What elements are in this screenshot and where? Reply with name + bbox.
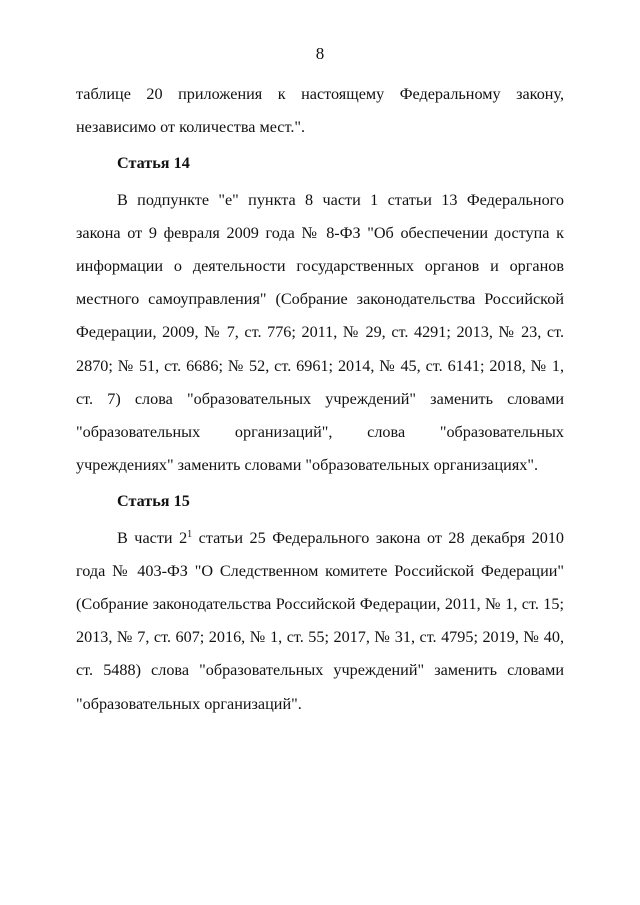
- article-15-paragraph: [76, 522, 564, 721]
- article-14-paragraph: В подпункте "е" пункта 8 части 1 статьи 13 Федерального закона от 9 февраля 2009 года № 8-ФЗ "Об обеспечении доступа к информации о деятельности государственных органов и органов местного самоуправления" (Собрание законодательства Российской Федерации, 2009, № 7, ст. 776; 2011, № 29, ст. 4291; 2013, № 23, ст. 2870; № 51, ст. 6686; № 52, ст. 6961; 2014, № 45, ст. 6141; 2018, № 1, ст. 7) слова "образовательных учреждений" заменить словами "образовательных организаций", слова "образовательных учреждениях" заменить словами "образовательных организациях".: [76, 190, 564, 475]
- article-14-heading: Статья 14: [117, 154, 190, 173]
- document-body: [76, 78, 564, 721]
- intro-paragraph: таблице 20 приложения к настоящему Федеральному закону, независимо от количества мест.".: [76, 85, 564, 137]
- superscript-index: 1: [187, 528, 193, 540]
- article-15-text-rest: статьи 25 Федерального закона от 28 декабря 2010 года № 403-ФЗ "О Следственном комитете Российской Федерации" (Собрание законодательства Российской Федерации, 2011, № 1, ст. 15; 2013, № 7, ст. 607; 2016, № 1, ст. 55; 2017, № 31, ст. 4795; 2019, № 40, ст. 5488) слова "образовательных учреждений" заменить словами "образовательных организаций".: [76, 528, 565, 713]
- article-15-text-start: В части 2: [117, 528, 188, 547]
- article-15-heading: Статья 15: [117, 492, 190, 511]
- page-number: 8: [315, 44, 325, 63]
